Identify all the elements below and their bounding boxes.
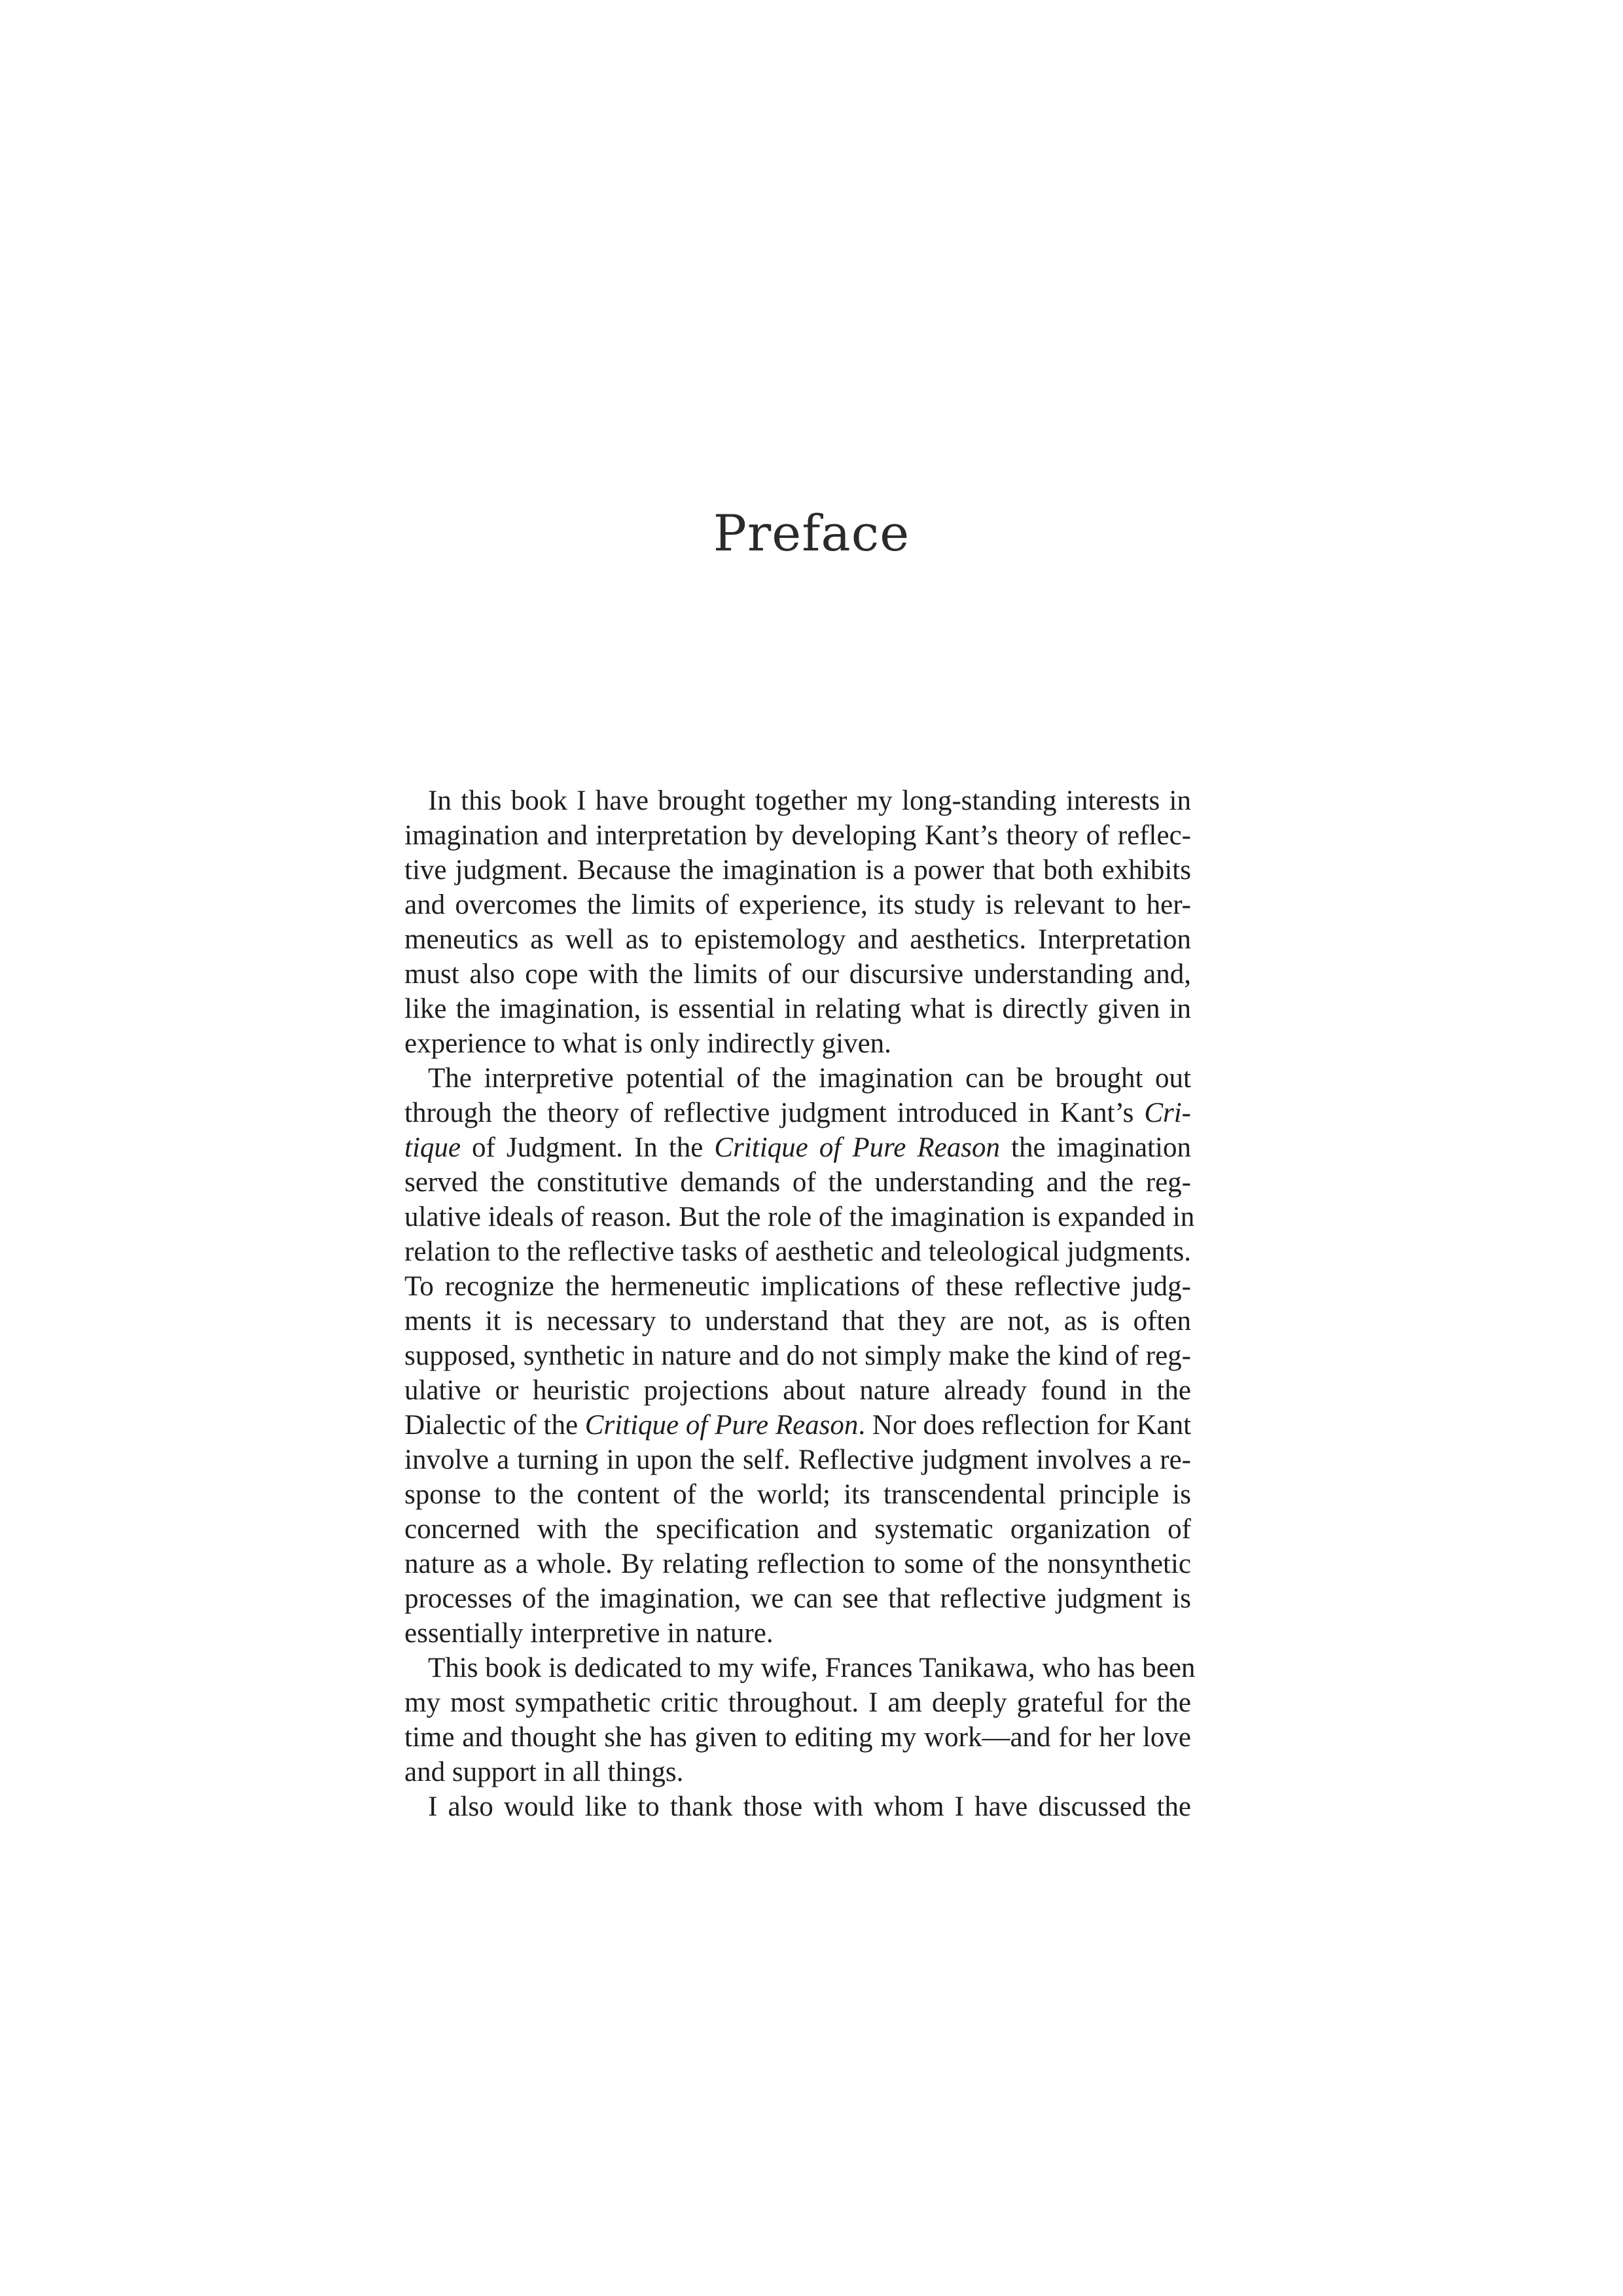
italic-title: Critique of Pure Reason [584,1410,859,1441]
italic-title: Cri- [1144,1098,1191,1128]
text-line [404,1096,1191,1130]
page-title: Preface [713,504,910,562]
text-line: In this book I have brought together my long-standing interests in [428,785,1191,816]
italic-title: tique [404,1132,461,1163]
text-line: ments it is necessary to understand that they are not, as is often [404,1306,1191,1336]
text-line: like the imagination, is essential in relating what is directly given in [404,994,1191,1024]
text-line: served the constitutive demands of the understanding and the reg- [404,1167,1191,1198]
body-text [404,783,1196,1824]
text-segment: the imagination [1011,1132,1192,1163]
text-segment: through the theory of reflective judgment introduced in Kant’s [404,1098,1134,1128]
text-line: and overcomes the limits of experience, its study is relevant to her- [404,889,1191,920]
text-line [404,1408,1191,1443]
text-line: nature as a whole. By relating reflection to some of the nonsynthetic [404,1549,1191,1579]
text-line [404,1130,1191,1165]
text-line: sponse to the content of the world; its transcendental principle is [404,1479,1191,1510]
text-segment: of Judgment. In the [472,1132,704,1163]
text-line: I also would like to thank those with whom I have discussed the [428,1791,1191,1822]
italic-title: Critique of Pure Reason [714,1132,1000,1163]
text-line: must also cope with the limits of our discursive understanding and, [404,959,1191,990]
text-line: The interpretive potential of the imagination can be brought out [428,1063,1191,1094]
text-line: ulative or heuristic projections about nature already found in the [404,1375,1191,1406]
text-line: my most sympathetic critic throughout. I am deeply grateful for the [404,1687,1191,1718]
text-line: tive judgment. Because the imagination is a power that both exhibits [404,855,1191,886]
text-line: This book is dedicated to my wife, Frances Tanikawa, who has been [428,1653,1196,1683]
text-line: meneutics as well as to epistemology and aesthetics. Interpretation [404,924,1191,955]
text-line: supposed, synthetic in nature and do not simply make the kind of reg- [404,1340,1191,1371]
text-line: To recognize the hermeneutic implications of these reflective judg- [404,1271,1191,1302]
text-line: imagination and interpretation by developing Kant’s theory of reflec- [404,820,1191,851]
text-line: processes of the imagination, we can see that reflective judgment is [404,1583,1191,1614]
text-line: ulative ideals of reason. But the role of the imagination is expanded in [404,1202,1195,1232]
text-line: time and thought she has given to editing my work—and for her love [404,1722,1191,1753]
text-line: relation to the reflective tasks of aesthetic and teleological judgments. [404,1236,1191,1267]
text-line: concerned with the specification and systematic organization of [404,1514,1191,1545]
text-line: essentially interpretive in nature. [404,1618,774,1649]
text-segment: . Nor does reflection for Kant [858,1410,1192,1441]
text-segment: Dialectic of the [404,1410,579,1441]
text-line: experience to what is only indirectly given. [404,1028,891,1059]
text-line: and support in all things. [404,1757,684,1787]
text-line: involve a turning in upon the self. Reflective judgment involves a re- [404,1444,1191,1475]
